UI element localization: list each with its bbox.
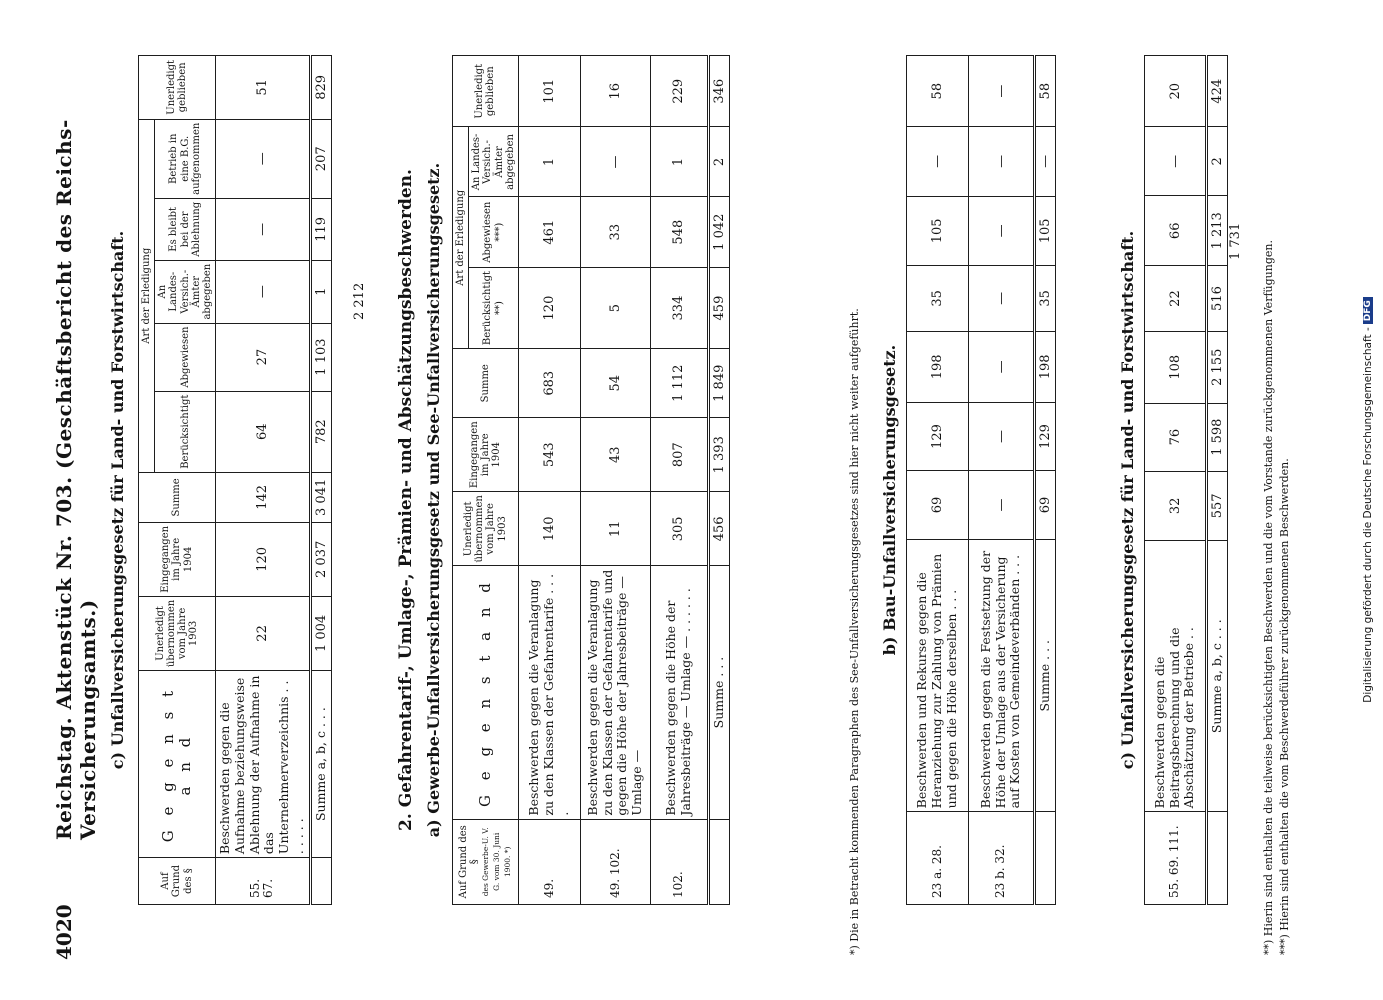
cell: 129 (907, 403, 969, 471)
table-row (907, 56, 969, 905)
table-row (650, 56, 708, 905)
dfg-logo-icon: DFG (1363, 297, 1373, 324)
table-row (216, 56, 311, 905)
cell: 229 (650, 56, 708, 128)
col-auf-grund: Auf Grund des § (139, 858, 216, 905)
row-para: 49. (518, 819, 580, 904)
cell: 2 155 (1207, 331, 1228, 403)
cell: 22 (1145, 266, 1207, 332)
col-summe: Summe (139, 472, 216, 522)
cell: 140 (518, 492, 580, 566)
row-desc: Beschwerden gegen die Aufnahme beziehungsweise Ablehnung der Aufnahme in das Unternehmerverzeichnis . . . . . . . (216, 671, 311, 858)
cell: 198 (907, 331, 969, 403)
cell: 2 (1207, 127, 1228, 196)
cell: 33 (580, 197, 650, 268)
row-desc: Beschwerden gegen die Veranlagung zu den Klassen der Gefahrentarife und gegen die Höhe der Jahresbeiträge — Umlage — (580, 566, 650, 819)
page-title: Reichstag. Aktenstück Nr. 703. (Geschäftsbericht des Reichs-Versicherungsamts.) (52, 119, 100, 840)
section-2a-heading: a) Gewerbe-Unfallversicherungsgesetz und See-Unfallversicherungsgesetz. (424, 162, 443, 838)
section-2c-heading: c) Unfallversicherungsgesetz für Land- und Forstwirtschaft. (1118, 230, 1137, 770)
cell: 66 (1145, 196, 1207, 266)
row-para: 55. 69. 111. (1145, 812, 1207, 905)
col-es-bleibt: Es bleibt bei der Ablehnung (155, 198, 216, 260)
cell: — (1035, 127, 1056, 196)
cell: — (969, 196, 1035, 266)
cell: 683 (518, 349, 580, 418)
table-row (518, 56, 580, 905)
cell: 69 (1035, 470, 1056, 539)
cell: 1 004 (310, 596, 331, 670)
cell: 51 (216, 56, 311, 120)
col-an-landes: An Landes-Versich.-Ämter abgegeben (469, 127, 519, 197)
cell: 35 (1035, 266, 1056, 331)
page-header (52, 40, 100, 960)
cell: 424 (1207, 56, 1228, 127)
cell: 346 (708, 56, 729, 128)
col-beruecksichtigt: Berücksichtigt **) (469, 267, 519, 348)
page-number: 4020 (52, 904, 76, 960)
cell: 76 (1145, 403, 1207, 471)
cell: 129 (1035, 403, 1056, 471)
law-note: des Gewerbe-U. V. G. vom 30. Juni 1900. *) (480, 827, 513, 897)
cell: 5 (580, 267, 650, 348)
cell: — (580, 127, 650, 197)
cell: 1 393 (708, 418, 729, 492)
col-unerledigt-geblieben: Unerledigt geblieben (453, 56, 519, 128)
col-an-landes: An Landes-Versich.-Ämter abgegeben (155, 260, 216, 323)
cell: 782 (310, 391, 331, 472)
cell: 334 (650, 267, 708, 348)
cell: 105 (907, 196, 969, 266)
col-eingegangen: Eingegangen im Jahre 1904 (139, 522, 216, 596)
brace-total: 1 731 (1228, 222, 1243, 260)
cell: — (216, 198, 311, 260)
row-para: 23 a. 28. (907, 812, 969, 905)
sum-row (310, 56, 331, 905)
cell: 1 (518, 127, 580, 197)
cell: 54 (580, 349, 650, 418)
cell: 120 (216, 522, 311, 596)
cell: — (969, 403, 1035, 471)
cell: 456 (708, 492, 729, 566)
cell: 1 112 (650, 349, 708, 418)
cell: 120 (518, 267, 580, 348)
cell: 22 (216, 596, 311, 670)
cell: — (969, 331, 1035, 403)
cell: 461 (518, 197, 580, 268)
row-desc: Beschwerden und Rekurse gegen die Heranziehung zur Zahlung von Prämien und gegen die Höhe derselben . . . (907, 540, 969, 812)
cell: 1 (650, 127, 708, 197)
col-art-group: Art der Erledigung (139, 119, 155, 472)
col-betrieb: Betrieb in eine B.G. aufgenommen (155, 119, 216, 198)
cell: — (907, 127, 969, 196)
table-2b (906, 55, 1056, 905)
cell: 16 (580, 56, 650, 128)
col-gegenstand: G e g e n s t a n d (453, 566, 519, 819)
sum-row (1035, 56, 1056, 905)
cell: 1 042 (708, 197, 729, 268)
section-c1-heading: c) Unfallversicherungsgesetz für Land- und Forstwirtschaft. (108, 230, 127, 770)
row-desc: Beschwerden gegen die Höhe der Jahresbeiträge — Umlage — . . . . . . (650, 566, 708, 819)
sum-label: Summe . . . (708, 566, 729, 819)
cell: 27 (216, 323, 311, 391)
table-row (1145, 56, 1207, 905)
col-unerledigt: Unerledigt übernommen vom Jahre 1903 (139, 596, 216, 670)
cell: 543 (518, 418, 580, 492)
cell: 101 (518, 56, 580, 128)
sum-label: Summe a, b, c . . . (1207, 541, 1228, 812)
row-desc: Beschwerden gegen die Festsetzung der Höhe der Umlage aus der Versicherung auf Kosten von Gemeindeverbänden . . . (969, 540, 1035, 812)
cell: 1 213 (1207, 196, 1228, 266)
cell: 64 (216, 391, 311, 472)
cell: 2 (708, 127, 729, 197)
col-eingegangen: Eingegangen im Jahre 1904 (453, 418, 519, 492)
table-2a (452, 55, 730, 905)
cell: 198 (1035, 331, 1056, 403)
cell: 1 (310, 260, 331, 323)
cell: 1 103 (310, 323, 331, 391)
cell: — (1145, 127, 1207, 196)
brace-total: 2 212 (352, 282, 367, 320)
cell: 58 (907, 56, 969, 127)
col-auf-grund: Auf Grund des § des Gewerbe-U. V. G. vom 30. Juni 1900. *) (453, 819, 519, 904)
section-2-heading: 2. Gefahrentarif-, Umlage-, Prämien- und Abschätzungsbeschwerden. (396, 169, 416, 831)
sum-row (708, 56, 729, 905)
cell: 3 041 (310, 472, 331, 522)
table-2c (1144, 55, 1228, 905)
section-2b-heading: b) Bau-Unfallversicherungsgesetz. (880, 344, 899, 656)
col-beruecksichtigt: Berücksichtigt (155, 391, 216, 472)
sum-row (1207, 56, 1228, 905)
row-para: 49. 102. (580, 819, 650, 904)
footnote-1: **) Hierin sind enthalten die teilweise berücksichtigten Beschwerden und die vom Vorstande zurückgenommenen Verfügungen. (1262, 240, 1275, 955)
row-para: 23 b. 32. (969, 812, 1035, 905)
sum-label: Summe a, b, c . . . (310, 671, 331, 858)
row-desc: Beschwerden gegen die Beitragsberechnung und die Abschätzung der Betriebe . . (1145, 541, 1207, 812)
see-footnote: *) Die in Betracht kommenden Paragraphen des See-Unfallversicherungsgesetzes sind hier nicht weiter aufgeführt. (848, 308, 861, 955)
row-desc: Beschwerden gegen die Veranlagung zu den Klassen der Gefahrentarife . . . . (518, 566, 580, 819)
cell: 516 (1207, 266, 1228, 332)
cell: 1 598 (1207, 403, 1228, 471)
col-unerledigt: Unerledigt übernommen vom Jahre 1903 (453, 492, 519, 566)
cell: 2 037 (310, 522, 331, 596)
cell: 548 (650, 197, 708, 268)
cell: 1 849 (708, 349, 729, 418)
cell: 58 (1035, 56, 1056, 127)
table-row (580, 56, 650, 905)
dfg-text: Digitalisierung gefördert durch die Deutsche Forschungsgemeinschaft - (1362, 327, 1374, 703)
cell: 142 (216, 472, 311, 522)
dfg-notice (1362, 0, 1374, 1000)
cell: — (969, 56, 1035, 127)
cell: 305 (650, 492, 708, 566)
cell: 557 (1207, 471, 1228, 540)
table-row (969, 56, 1035, 905)
cell: 43 (580, 418, 650, 492)
col-art-group: Art der Erledigung (453, 127, 469, 349)
cell: — (969, 127, 1035, 196)
cell: — (969, 470, 1035, 539)
cell: 459 (708, 267, 729, 348)
footnote-2: ***) Hierin sind enthalten die vom Beschwerdeführer zurückgenommenen Beschwerden. (1278, 458, 1291, 955)
cell: 20 (1145, 56, 1207, 127)
row-para: 102. (650, 819, 708, 904)
cell: 105 (1035, 196, 1056, 266)
col-summe: Summe (453, 349, 519, 418)
col-abgewiesen: Abgewiesen (155, 323, 216, 391)
cell: 32 (1145, 471, 1207, 540)
cell: 108 (1145, 331, 1207, 403)
col-gegenstand: G e g e n s t a n d (139, 671, 216, 858)
row-para: 55. 67. (216, 858, 311, 905)
cell: — (969, 266, 1035, 331)
col-unerledigt-geblieben: Unerledigt geblieben (139, 56, 216, 120)
sum-label: Summe . . . (1035, 540, 1056, 812)
col-abgewiesen: Abgewiesen ***) (469, 197, 519, 268)
cell: 11 (580, 492, 650, 566)
cell: 207 (310, 119, 331, 198)
cell: 807 (650, 418, 708, 492)
cell: 829 (310, 56, 331, 120)
cell: 35 (907, 266, 969, 331)
cell: 69 (907, 470, 969, 539)
cell: — (216, 260, 311, 323)
cell: 119 (310, 198, 331, 260)
table-c1 (138, 55, 332, 905)
cell: — (216, 119, 311, 198)
